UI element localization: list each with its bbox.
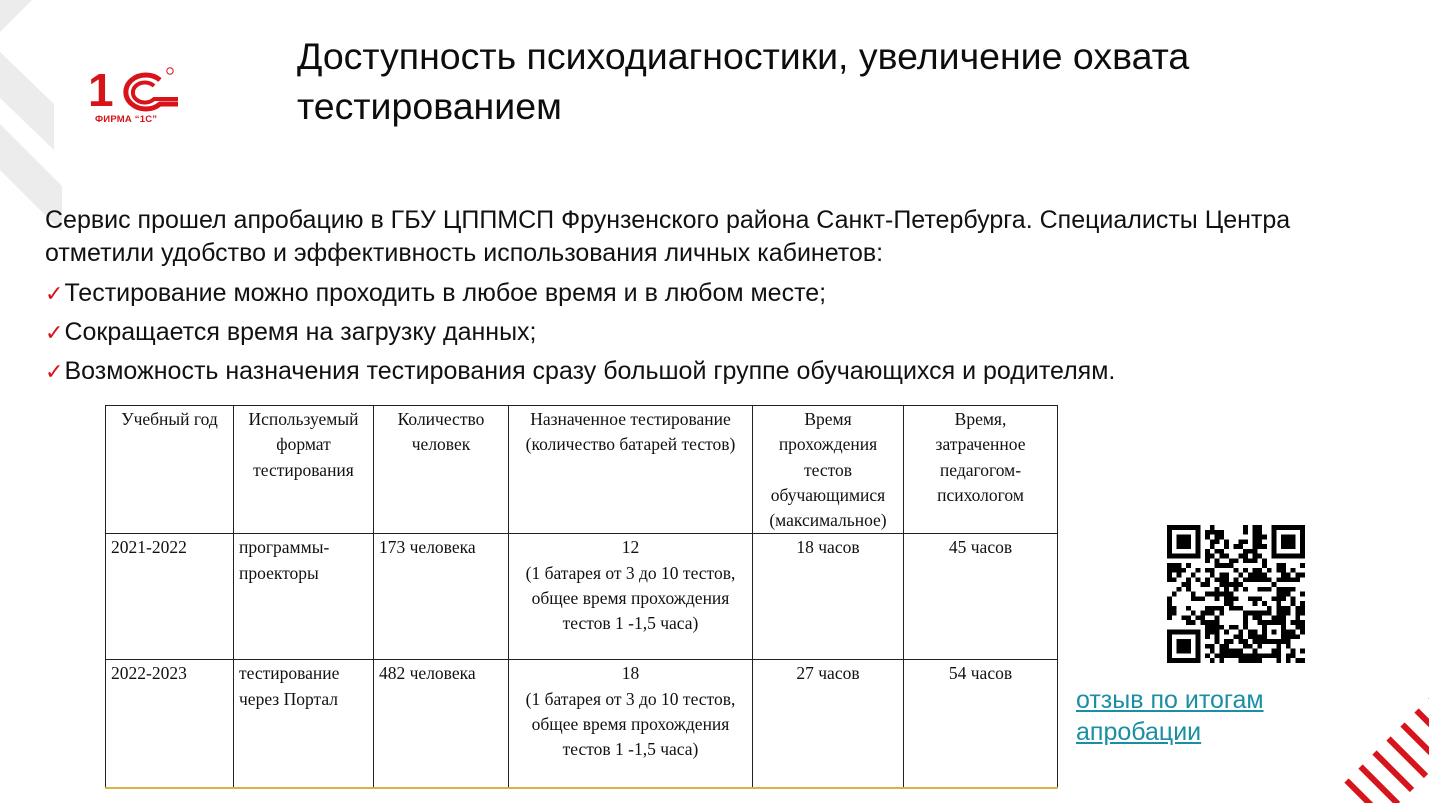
checkmark-icon: ✓ xyxy=(45,320,64,345)
benefits-list xyxy=(45,274,1365,391)
cell-student-time: 27 часов xyxy=(753,660,904,788)
list-item-text: Тестирование можно проходить в любое время и в любом месте; xyxy=(64,279,827,307)
intro-text: Сервис прошел апробацию в ГБУ ЦППМСП Фрунзенского района Санкт-Петербурга. Специалисты Центра отметили удобство и эффективность использования личных кабинетов: xyxy=(45,206,1291,267)
header-academic-year: Учебный год xyxy=(106,406,234,534)
logo-caption: ФИРМА “1С” xyxy=(95,114,158,125)
cell-people: 173 человека xyxy=(374,534,509,660)
cell-psychologist-time: 54 часов xyxy=(904,660,1058,788)
cell-format: тестирование через Портал xyxy=(234,660,374,788)
results-table xyxy=(105,405,1058,789)
list-item xyxy=(45,274,1365,313)
header-assigned-testing: Назначенное тестирование (количество батарей тестов) xyxy=(509,406,753,534)
cell-year: 2022-2023 xyxy=(106,660,234,788)
cell-assigned-testing xyxy=(509,660,753,788)
header-psychologist-time: Время, затраченное педагогом-психологом xyxy=(904,406,1058,534)
tests-count: 12 xyxy=(621,537,640,558)
header-format: Используемый формат тестирования xyxy=(234,406,374,534)
list-item-text: Сокращается время на загрузку данных; xyxy=(64,318,537,346)
list-item xyxy=(45,352,1365,391)
tests-count: 18 xyxy=(621,663,640,684)
qr-code-icon[interactable] xyxy=(1167,525,1305,663)
cell-student-time: 18 часов xyxy=(753,534,904,660)
review-link[interactable]: отзыв по итогам апробации xyxy=(1076,686,1264,746)
list-item-text: Возможность назначения тестирования сразу большой группе обучающихся и родителям. xyxy=(64,357,1116,385)
checkmark-icon: ✓ xyxy=(45,281,64,306)
cell-year: 2021-2022 xyxy=(106,534,234,660)
list-item xyxy=(45,313,1365,352)
intro-block xyxy=(45,204,1365,391)
header-student-time: Время прохождения тестов обучающимися (максимальное) xyxy=(753,406,904,534)
table-header-row xyxy=(106,406,1058,534)
decorative-stripes-bottom-right xyxy=(1324,698,1429,803)
slide-title: Доступность психодиагностики, увеличение охвата тестированием xyxy=(297,35,1190,127)
tests-detail: (1 батарея от 3 до 10 тестов, общее время прохождения тестов 1 -1,5 часа) xyxy=(525,562,736,634)
tests-detail: (1 батарея от 3 до 10 тестов, общее время прохождения тестов 1 -1,5 часа) xyxy=(525,688,736,760)
table-row xyxy=(106,660,1058,788)
cell-psychologist-time: 45 часов xyxy=(904,534,1058,660)
svg-text:1: 1 xyxy=(88,66,114,114)
cell-format: программы-проекторы xyxy=(234,534,374,660)
logo-mark-icon xyxy=(88,66,184,114)
checkmark-icon: ✓ xyxy=(45,359,64,384)
cell-people: 482 человека xyxy=(374,660,509,788)
decorative-stripes-top-left xyxy=(0,0,80,230)
table-row xyxy=(106,534,1058,660)
cell-assigned-testing xyxy=(509,534,753,660)
header-people-count: Количество человек xyxy=(374,406,509,534)
